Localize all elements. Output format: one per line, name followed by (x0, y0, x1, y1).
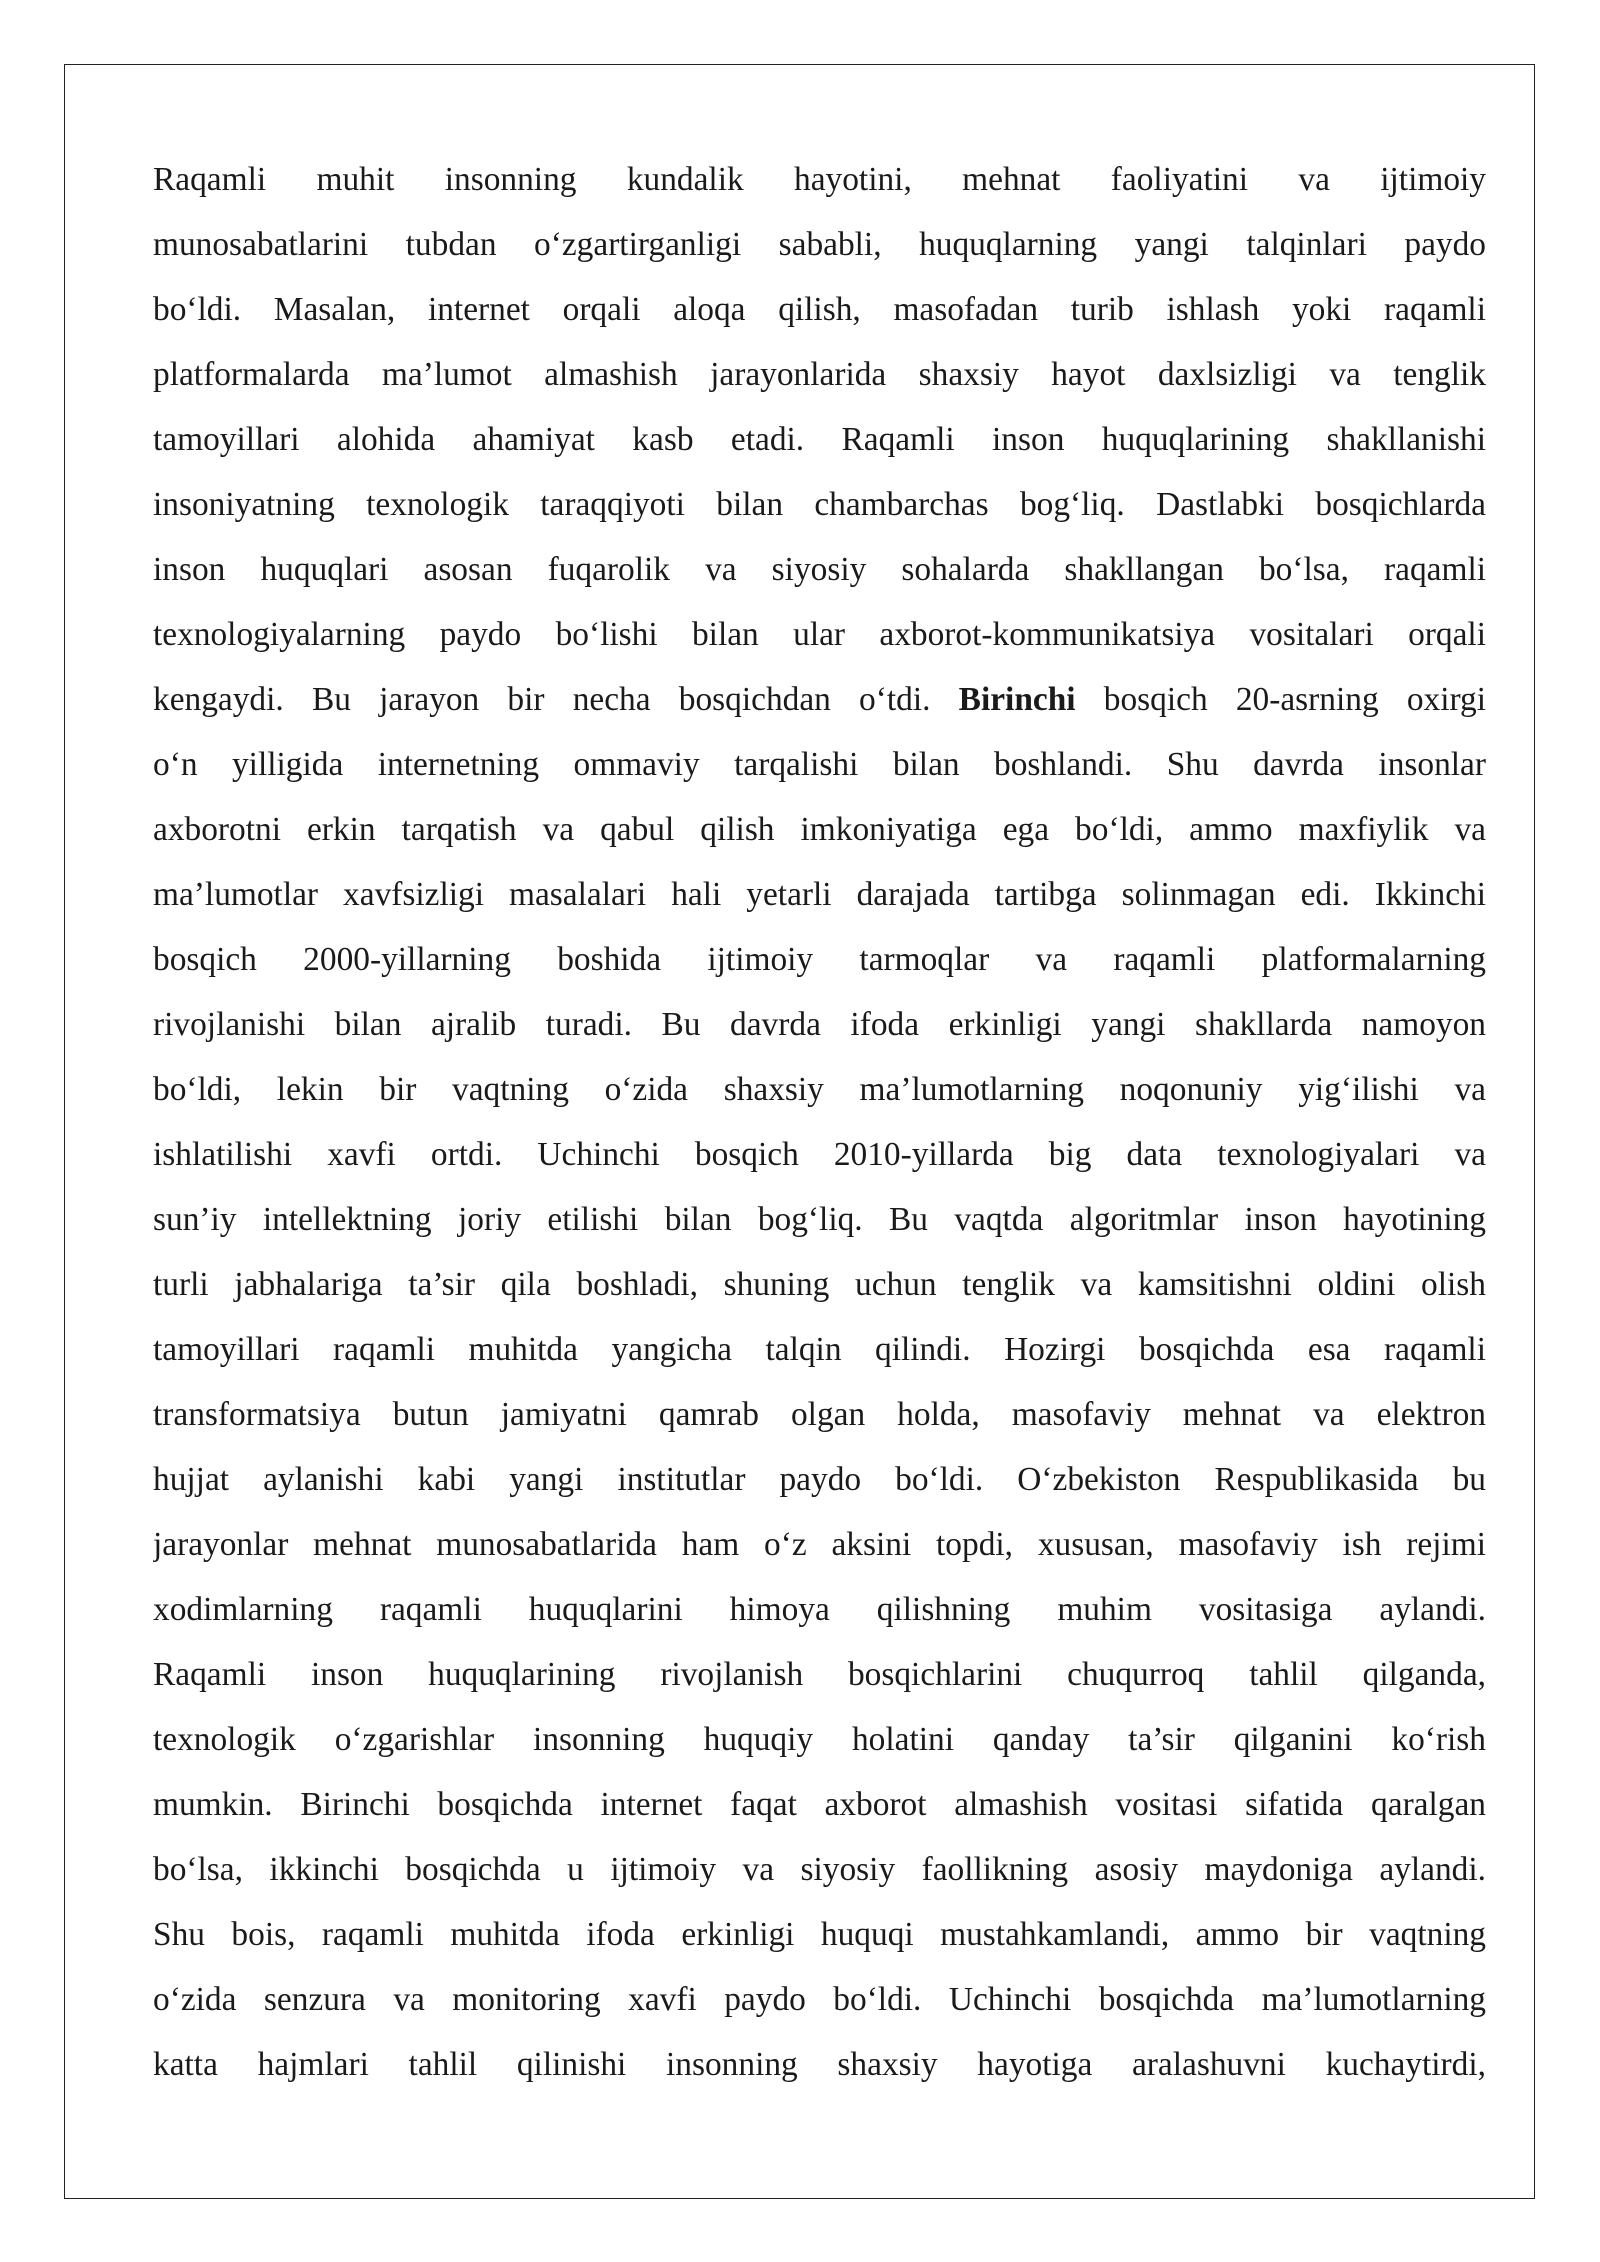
text-line: Raqamli inson huquqlarining rivojlanish bosqichlarini chuqurroq tahlil qilganda, (153, 1656, 1486, 1693)
text-line-with-bold (153, 667, 1486, 732)
text-line: ishlatilishi xavfi ortdi. Uchinchi bosqich 2010-yillarda big data texnologiyalari va (153, 1136, 1486, 1173)
text-line: insoniyatning texnologik taraqqiyoti bilan chambarchas bog‘liq. Dastlabki bosqichlarda (153, 486, 1486, 523)
text-line: bo‘ldi, lekin bir vaqtning o‘zida shaxsiy ma’lumotlarning noqonuniy yig‘ilishi va (153, 1071, 1486, 1108)
text-line: munosabatlarini tubdan o‘zgartirganligi sababli, huquqlarning yangi talqinlari paydo (153, 226, 1486, 263)
text-line: jarayonlar mehnat munosabatlarida ham o‘z aksini topdi, xususan, masofaviy ish rejimi (153, 1526, 1486, 1563)
text-line: texnologik o‘zgarishlar insonning huquqiy holatini qanday ta’sir qilganini ko‘rish (153, 1721, 1486, 1758)
text-line: turli jabhalariga ta’sir qila boshladi, shuning uchun tenglik va kamsitishni oldini olish (153, 1266, 1486, 1303)
text-line: bo‘lsa, ikkinchi bosqichda u ijtimoiy va siyosiy faollikning asosiy maydoniga aylandi. (153, 1851, 1486, 1888)
text-line: sun’iy intellektning joriy etilishi bilan bog‘liq. Bu vaqtda algoritmlar inson hayotining (153, 1201, 1486, 1238)
line-segment: bosqich 20-asrning oxirgi (1103, 681, 1486, 718)
text-line: tamoyillari raqamli muhitda yangicha talqin qilindi. Hozirgi bosqichda esa raqamli (153, 1331, 1486, 1368)
text-line: ma’lumotlar xavfsizligi masalalari hali yetarli darajada tartibga solinmagan edi. Ikkinchi (153, 876, 1486, 913)
text-line: transformatsiya butun jamiyatni qamrab olgan holda, masofaviy mehnat va elektron (153, 1396, 1486, 1433)
text-line: Shu bois, raqamli muhitda ifoda erkinligi huquqi mustahkamlandi, ammo bir vaqtning (153, 1916, 1486, 1953)
text-line: o‘zida senzura va monitoring xavfi paydo bo‘ldi. Uchinchi bosqichda ma’lumotlarning (153, 1981, 1486, 2018)
text-line: bosqich 2000-yillarning boshida ijtimoiy tarmoqlar va raqamli platformalarning (153, 941, 1486, 978)
text-line: hujjat aylanishi kabi yangi institutlar paydo bo‘ldi. O‘zbekiston Respublikasida bu (153, 1461, 1486, 1498)
text-line: tamoyillari alohida ahamiyat kasb etadi. Raqamli inson huquqlarining shakllanishi (153, 421, 1486, 458)
text-line: bo‘ldi. Masalan, internet orqali aloqa qilish, masofadan turib ishlash yoki raqamli (153, 291, 1486, 328)
text-line: xodimlarning raqamli huquqlarini himoya qilishning muhim vositasiga aylandi. (153, 1591, 1486, 1628)
text-line: texnologiyalarning paydo bo‘lishi bilan ular axborot-kommunikatsiya vositalari orqali (153, 616, 1486, 653)
text-line: mumkin. Birinchi bosqichda internet faqat axborot almashish vositasi sifatida qaralgan (153, 1786, 1486, 1823)
text-line: inson huquqlari asosan fuqarolik va siyosiy sohalarda shakllangan bo‘lsa, raqamli (153, 551, 1486, 588)
text-line: o‘n yilligida internetning ommaviy tarqalishi bilan boshlandi. Shu davrda insonlar (153, 746, 1486, 783)
text-line: Raqamli muhit insonning kundalik hayotini, mehnat faoliyatini va ijtimoiy (153, 161, 1486, 198)
text-line: axborotni erkin tarqatish va qabul qilish imkoniyatiga ega bo‘ldi, ammo maxfiylik va (153, 811, 1486, 848)
bold-term: Birinchi (958, 681, 1076, 718)
text-line: katta hajmlari tahlil qilinishi insonning shaxsiy hayotiga aralashuvni kuchaytirdi, (153, 2046, 1486, 2083)
text-line: rivojlanishi bilan ajralib turadi. Bu davrda ifoda erkinligi yangi shakllarda namoyon (153, 1006, 1486, 1043)
document-body (153, 147, 1486, 2097)
text-line: platformalarda ma’lumot almashish jarayonlarida shaxsiy hayot daxlsizligi va tenglik (153, 356, 1486, 393)
line-segment: kengaydi. Bu jarayon bir necha bosqichdan o‘tdi. (153, 681, 931, 718)
